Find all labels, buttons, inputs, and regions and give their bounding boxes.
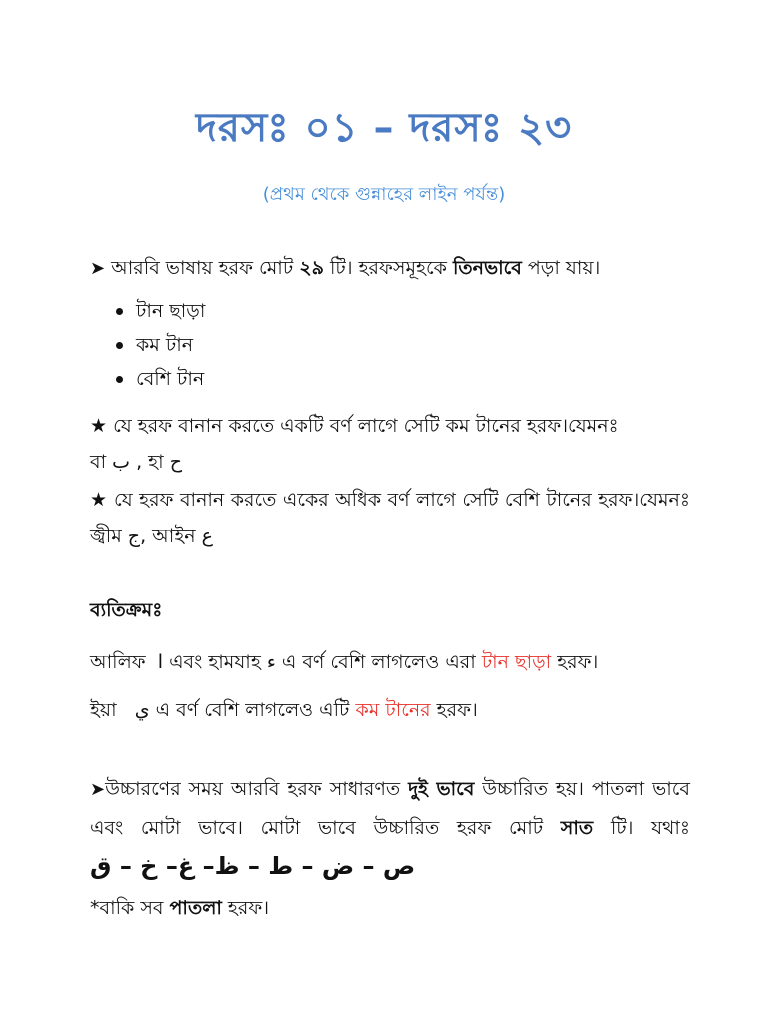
example-ain: আইন: [152, 525, 196, 547]
arabic-ha: ح: [169, 451, 182, 473]
list-item: [108, 362, 205, 396]
intro-text-3: পড়া যায়।: [521, 257, 601, 279]
exception-text-1: এবং হামযাহ: [163, 651, 267, 673]
rule-long-paragraph: [90, 482, 690, 554]
arabic-ya: ي: [134, 699, 150, 721]
arabic-jim: ج: [127, 525, 141, 547]
rule-short-paragraph: [90, 408, 690, 480]
note-text-2: হরফ।: [221, 897, 270, 919]
list-item: [108, 294, 205, 328]
intro-paragraph: [90, 250, 690, 287]
highlight-short-stretch: কম টানের: [355, 699, 431, 721]
arabic-alif: ا: [157, 651, 164, 673]
arrow-icon: ➤: [90, 779, 106, 800]
example-ba: বা: [90, 451, 107, 473]
arabic-hamza: ء: [266, 651, 276, 673]
alif-label: আলিফ: [90, 651, 146, 673]
bullet-icon: [116, 308, 123, 315]
list-item-label: কম টান: [136, 334, 194, 356]
rule-short-text: যে হরফ বানান করতে একটি বর্ণ লাগে সেটি কম টানের হরফ।যেমনঃ: [107, 415, 619, 437]
letter-count: ২৯: [299, 257, 324, 279]
pronunciation-emphasis-seven: সাত: [560, 817, 594, 839]
pronunciation-emphasis-two: দুই ভাবে: [408, 778, 475, 800]
example-ha: হা: [148, 451, 164, 473]
exception-text-3: হরফ।: [551, 651, 599, 673]
example-separator: ,: [130, 451, 149, 473]
list-item: [108, 328, 205, 362]
note-line: [90, 890, 690, 926]
note-text-1: *বাকি সব: [90, 897, 170, 919]
star-icon: ★: [90, 489, 108, 511]
bullet-icon: [116, 342, 123, 349]
exception-line-1: [90, 644, 690, 680]
exception-line-2: [90, 692, 690, 728]
exception-text-5: হরফ।: [430, 699, 478, 721]
arabic-ba: ب: [112, 451, 131, 473]
arrow-icon: ➤: [90, 258, 106, 279]
example-separator: ,: [140, 525, 153, 547]
list-item-label: টান ছাড়া: [136, 300, 206, 322]
pronunciation-text-2: উচ্চারিত হয়। পাতলা ভাবে এবং মোটা ভাবে। মোটা ভাবে উচ্চারিত হরফ মোট: [90, 778, 690, 839]
exception-text-2: এ বর্ণ বেশি লাগলেও এরা: [275, 651, 482, 673]
arabic-ain: ع: [201, 525, 213, 547]
pronunciation-paragraph: [90, 770, 690, 887]
intro-emphasis: তিনভাবে: [452, 257, 522, 279]
bullet-icon: [116, 376, 123, 383]
note-emphasis: পাতলা: [169, 897, 222, 919]
highlight-no-stretch: টান ছাড়া: [481, 651, 552, 673]
pronunciation-text-3: টি। যথাঃ: [593, 817, 690, 839]
example-jim: জ্বীম: [90, 525, 122, 547]
heavy-letters-arabic: ص – ض – ط – ظ– غ– خ – ق: [90, 852, 416, 880]
intro-text-1: আরবি ভাষায় হরফ মোট: [111, 257, 300, 279]
types-list: [108, 294, 205, 396]
exception-heading: ব্যতিক্রমঃ: [90, 599, 163, 621]
ya-label: ইয়া: [90, 699, 117, 721]
rule-long-text: যে হরফ বানান করতে একের অধিক বর্ণ লাগে সেটি বেশি টানের হরফ।যেমনঃ: [107, 489, 690, 511]
exception-text-4: এ বর্ণ বেশি লাগলেও এটি: [149, 699, 356, 721]
page-subtitle: (প্রথম থেকে গুন্নাহের লাইন পর্যন্ত): [262, 184, 506, 205]
pronunciation-text-1: উচ্চারণের সময় আরবি হরফ সাধারণত: [105, 778, 409, 800]
page-title: দরসঃ ০১ – দরসঃ ২৩: [195, 105, 573, 151]
list-item-label: বেশি টান: [136, 368, 205, 390]
intro-text-2: টি। হরফসমূহকে: [323, 257, 453, 279]
star-icon: ★: [90, 415, 108, 437]
